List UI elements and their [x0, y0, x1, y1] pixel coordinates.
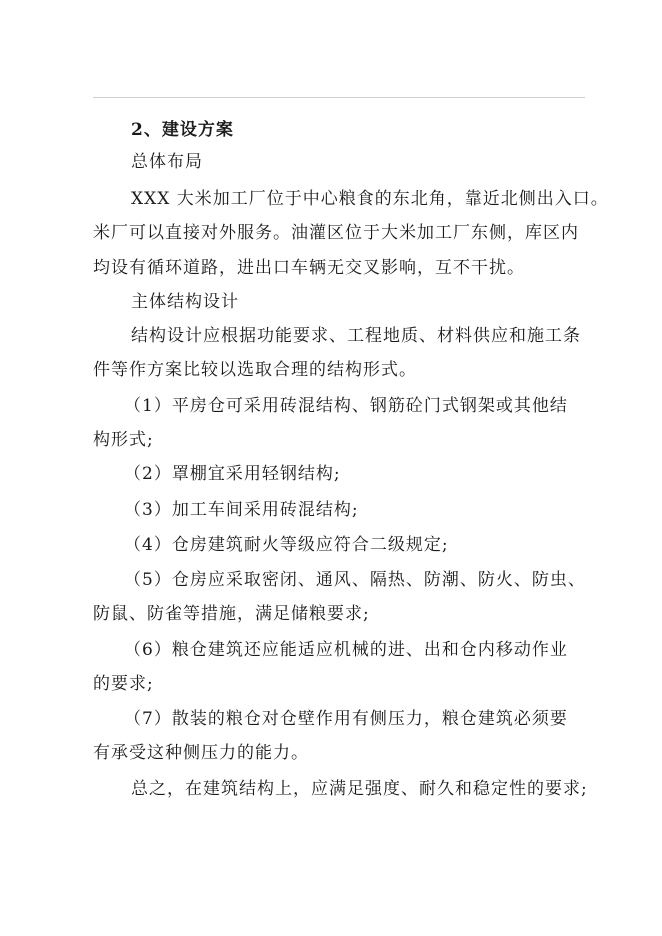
- list-item-continuation: 防鼠、防雀等措施，满足储粮要求;: [93, 604, 370, 624]
- list-item: （5）仓房应采取密闭、通风、隔热、防潮、防火、防虫、: [124, 570, 586, 590]
- header-rule: [93, 97, 585, 98]
- list-item-continuation: 有承受这种侧压力的能力。: [93, 743, 309, 763]
- paragraph-line: XXX 大米加工厂位于中心粮食的东北角，靠近北侧出入口。: [131, 189, 609, 209]
- subheading-structure: 主体结构设计: [131, 292, 239, 312]
- conclusion-line: 总之，在建筑结构上，应满足强度、耐久和稳定性的要求;: [131, 779, 588, 799]
- list-item: （2）罩棚宜采用轻钢结构;: [124, 464, 341, 484]
- list-item: （3）加工车间采用砖混结构;: [124, 500, 359, 520]
- subheading-layout: 总体布局: [131, 152, 203, 172]
- list-item: （6）粮仓建筑还应能适应机械的进、出和仓内移动作业: [124, 640, 568, 660]
- list-item: （7）散装的粮仓对仓壁作用有侧压力，粮仓建筑必须要: [124, 709, 568, 729]
- paragraph-line: 米厂可以直接对外服务。油灌区位于大米加工厂东侧，库区内: [93, 223, 579, 243]
- list-item: （1）平房仓可采用砖混结构、钢筋砼门式钢架或其他结: [124, 396, 568, 416]
- paragraph-line: 件等作方案比较以选取合理的结构形式。: [93, 360, 417, 380]
- list-item-continuation: 构形式;: [93, 430, 154, 450]
- paragraph-line: 均设有循环道路，进出口车辆无交叉影响，互不干扰。: [93, 258, 525, 278]
- list-item: （4）仓房建筑耐火等级应符合二级规定;: [124, 535, 449, 555]
- list-item-continuation: 的要求;: [93, 674, 154, 694]
- paragraph-line: 结构设计应根据功能要求、工程地质、材料供应和施工条: [131, 326, 581, 346]
- section-heading: 2、建设方案: [131, 120, 234, 140]
